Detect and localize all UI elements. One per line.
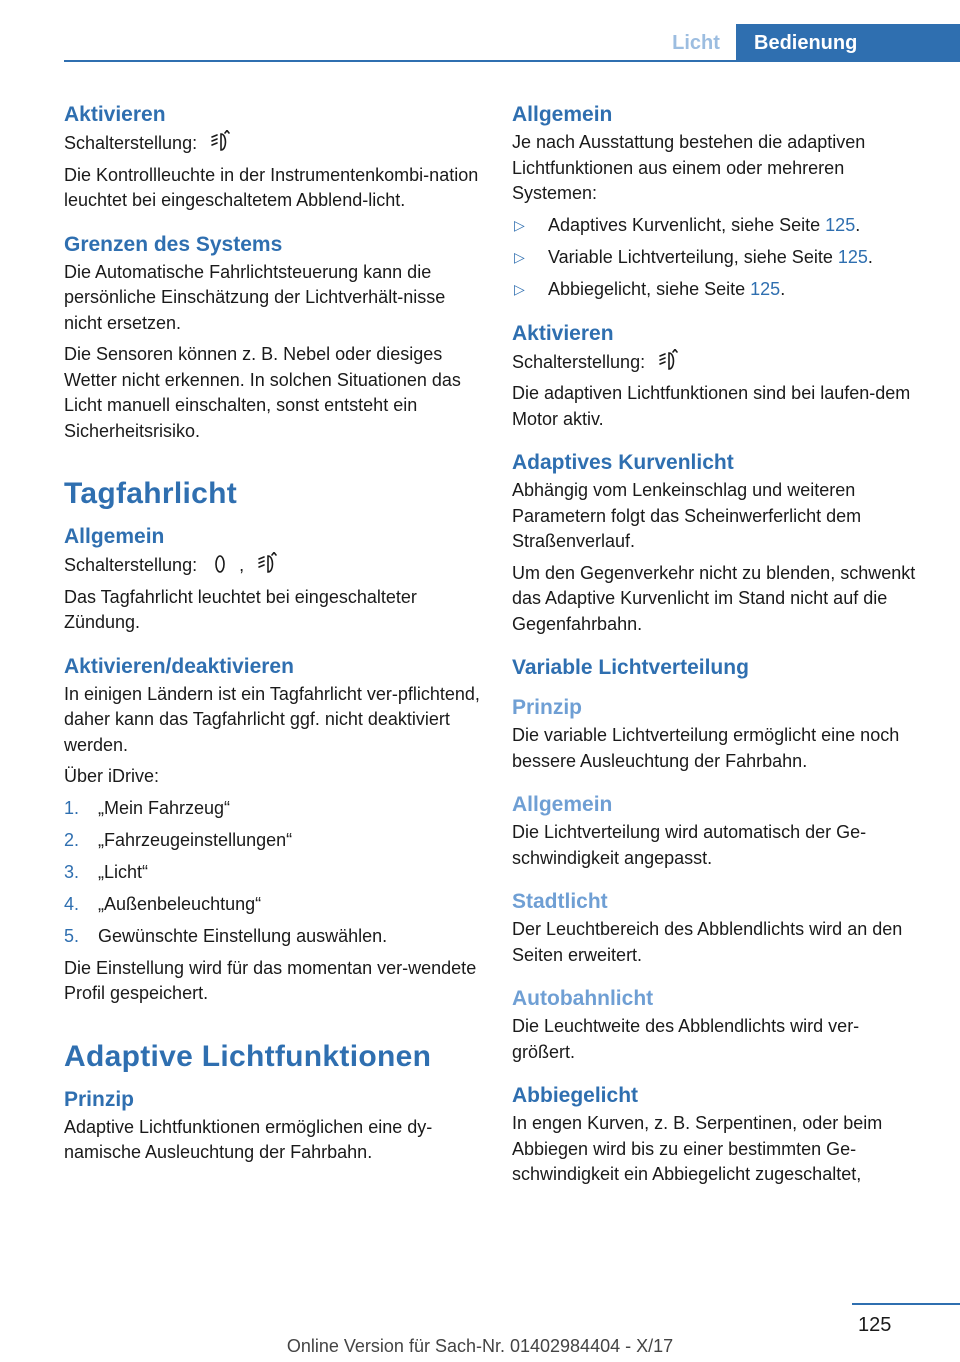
adaptive-heading: Adaptive Lichtfunktionen <box>64 1039 432 1073</box>
general-text: Das Tagfahrlicht leuchtet bei eingeschalteter Zündung. <box>64 586 417 632</box>
general-heading-2: Allgemein <box>512 793 613 816</box>
toggle-heading: Aktivieren/deaktivieren <box>64 654 294 678</box>
profile-text: Die Einstellung wird für das momentan ver-wendete Profil gespeichert. <box>64 957 477 1003</box>
idrive-steps <box>64 796 484 950</box>
activate-heading: Aktivieren <box>64 103 166 126</box>
list-item: 3. „Licht“ <box>64 861 149 882</box>
general-comma: , <box>239 555 245 575</box>
switch-position-label: Schalterstellung: <box>512 351 646 372</box>
tab-bedienung: Bedienung <box>736 24 960 62</box>
limits-text-1: Die Automatische Fahrlichtsteuerung kann die persönliche Einschätzung der Lichtverhält-nisse nicht ersetzen. <box>64 261 446 333</box>
city-text: Der Leuchtbereich des Abblendlichts wird an den Seiten erweitert. <box>512 919 903 965</box>
general-switch-line <box>64 552 484 579</box>
toggle-text: In einigen Ländern ist ein Tagfahrlicht ver-pflichtend, daher kann das Tagfahrlicht ggf. nicht deaktiviert werden. <box>64 683 480 755</box>
general-heading: Allgemein <box>512 103 613 126</box>
principle-heading: Prinzip <box>512 696 583 719</box>
principle-heading: Prinzip <box>64 1087 135 1111</box>
general-switch-label: Schalterstellung: <box>64 555 198 575</box>
footer-rule <box>852 1303 960 1305</box>
turn-heading: Abbiegelicht <box>512 1084 639 1107</box>
auto-light-icon <box>257 552 281 576</box>
variable-heading: Variable Lichtverteilung <box>512 656 749 679</box>
highway-heading: Autobahnlicht <box>512 987 654 1010</box>
list-item: ▷ Variable Lichtverteilung, siehe Seite 125. <box>514 246 873 267</box>
list-item: 5. Gewünschte Einstellung auswählen. <box>64 925 388 946</box>
right-column <box>512 100 922 1194</box>
page-link[interactable]: 125 <box>837 246 868 267</box>
auto-light-icon <box>658 349 682 373</box>
curve-text-2: Um den Gegenverkehr nicht zu blenden, schwenkt das Adaptive Kurvenlicht im Stand nicht auf die Gegenfahrbahn. <box>512 562 916 634</box>
list-item: 1. „Mein Fahrzeug“ <box>64 797 231 818</box>
left-column <box>64 100 484 1172</box>
general-text-2: Die Lichtverteilung wird automatisch der Ge-schwindigkeit angepasst. <box>512 822 867 868</box>
footer-online-version: Online Version für Sach-Nr. 01402984404 - X/17 <box>286 1336 674 1356</box>
list-item: ▷ Abbiegelicht, siehe Seite 125. <box>514 278 786 299</box>
activate-text: Die Kontrollleuchte in der Instrumentenkombi-nation leuchtet bei eingeschaltetem Abblend-licht. <box>64 164 479 210</box>
switch-position-line <box>64 130 484 157</box>
header-rule <box>64 60 960 62</box>
curve-heading: Adaptives Kurvenlicht <box>512 451 734 474</box>
auto-light-icon <box>210 130 234 154</box>
city-heading: Stadtlicht <box>512 890 608 913</box>
principle-text: Adaptive Lichtfunktionen ermöglichen eine dy-namische Ausleuchtung der Fahrbahn. <box>64 1116 433 1162</box>
general-heading: Allgemein <box>64 525 165 548</box>
list-item: ▷ Adaptives Kurvenlicht, siehe Seite 125. <box>514 214 861 235</box>
limits-heading: Grenzen des Systems <box>64 232 283 256</box>
principle-text: Die variable Lichtverteilung ermöglicht eine noch bessere Ausleuchtung der Fahrbahn. <box>512 725 900 771</box>
switch-position-label: Schalterstellung: <box>64 133 198 153</box>
switch-position-line <box>512 349 922 376</box>
daylight-icon <box>210 552 234 576</box>
tab-licht: Licht <box>672 32 720 54</box>
turn-text: In engen Kurven, z. B. Serpentinen, oder beim Abbiegen wird bis zu einer bestimmten Ge-schwindigkeit ein Abbiegelicht zugeschaltet, <box>512 1113 883 1184</box>
idrive-text: Über iDrive: <box>64 766 160 786</box>
list-item: 2. „Fahrzeugeinstellungen“ <box>64 829 293 850</box>
page-link[interactable]: 125 <box>750 278 781 299</box>
general-text: Je nach Ausstattung bestehen die adaptiven Lichtfunktionen aus einem oder mehreren Systemen: <box>512 132 866 203</box>
activate-heading: Aktivieren <box>512 321 614 345</box>
activate-text: Die adaptiven Lichtfunktionen sind bei laufen-dem Motor aktiv. <box>512 383 911 429</box>
systems-list <box>512 213 922 303</box>
page-link[interactable]: 125 <box>825 214 856 235</box>
page-number: 125 <box>858 1314 892 1336</box>
list-item: 4. „Außenbeleuchtung“ <box>64 893 262 914</box>
highway-text: Die Leuchtweite des Abblendlichts wird ver-größert. <box>512 1016 860 1062</box>
curve-text-1: Abhängig vom Lenkeinschlag und weiteren Parametern folgt das Scheinwerferlicht dem Straßenverlauf. <box>512 480 862 551</box>
limits-text-2: Die Sensoren können z. B. Nebel oder diesiges Wetter nicht erkennen. In solchen Situationen das Licht manuell einschalten, sonst entsteht ein Sicherheitsrisiko. <box>64 344 461 441</box>
daylight-heading: Tagfahrlicht <box>64 477 238 510</box>
